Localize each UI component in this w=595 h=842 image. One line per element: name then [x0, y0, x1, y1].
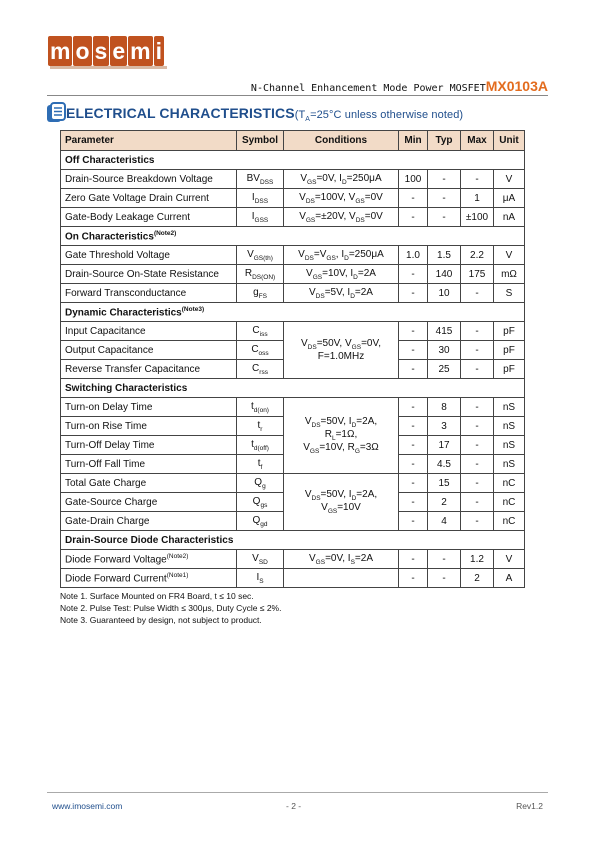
typ-cell: - [428, 189, 461, 208]
electrical-characteristics-table [60, 130, 525, 588]
symbol-cell: $R_{DS(ON)}$ [237, 265, 284, 284]
table-row [61, 284, 525, 303]
symbol-cell: $V_{SD}$ [237, 550, 284, 569]
unit-cell: nS [494, 417, 525, 436]
unit-cell: A [494, 569, 525, 588]
symbol-cell: $I_{DSS}$ [237, 189, 284, 208]
section-row [61, 531, 525, 550]
unit-cell: V [494, 550, 525, 569]
unit-cell: nS [494, 455, 525, 474]
section-row [61, 227, 525, 246]
table-row [61, 550, 525, 569]
param-cell: Diode Forward Voltage$^{(Note2)}$ [61, 550, 237, 569]
max-cell: - [461, 512, 494, 531]
unit-cell: S [494, 284, 525, 303]
table-row [61, 189, 525, 208]
table-row [61, 265, 525, 284]
symbol-cell: $I_{GSS}$ [237, 208, 284, 227]
typ-cell: 8 [428, 398, 461, 417]
param-cell: Diode Forward Current$^{(Note1)}$ [61, 569, 237, 588]
min-cell: - [399, 474, 428, 493]
typ-cell: - [428, 170, 461, 189]
part-number: MX0103A [485, 78, 548, 94]
max-cell: - [461, 341, 494, 360]
min-cell: - [399, 360, 428, 379]
col-header-min: Min [399, 131, 428, 151]
col-header-unit: Unit [494, 131, 525, 151]
unit-cell: nS [494, 398, 525, 417]
symbol-cell: $C_{oss}$ [237, 341, 284, 360]
param-cell: Forward Transconductance [61, 284, 237, 303]
revision-label: Rev1.2 [516, 801, 543, 811]
max-cell: - [461, 474, 494, 493]
max-cell: 1 [461, 189, 494, 208]
section-off: Off Characteristics [61, 151, 525, 170]
max-cell: 175 [461, 265, 494, 284]
table-row [61, 322, 525, 341]
col-header-symbol: Symbol [237, 131, 284, 151]
logo-letter: o [75, 38, 90, 64]
param-cell: Turn-Off Fall Time [61, 455, 237, 474]
min-cell: - [399, 189, 428, 208]
conditions-cell: $V_{GS}=10V$, $I_D=2A$ [284, 265, 399, 284]
param-cell: Total Gate Charge [61, 474, 237, 493]
table-row [61, 474, 525, 493]
typ-cell: 10 [428, 284, 461, 303]
section-on: On Characteristics$^{(Note2)}$ [61, 227, 525, 246]
table-row [61, 170, 525, 189]
param-cell: Gate-Source Charge [61, 493, 237, 512]
typ-cell: 15 [428, 474, 461, 493]
unit-cell: nA [494, 208, 525, 227]
typ-cell: - [428, 208, 461, 227]
max-cell: - [461, 170, 494, 189]
document-header [251, 78, 548, 94]
typ-cell: 4.5 [428, 455, 461, 474]
col-header-max: Max [461, 131, 494, 151]
min-cell: - [399, 493, 428, 512]
note-2: Note 2. Pulse Test: Pulse Width ≤ 300μs, Duty Cycle ≤ 2%. [60, 603, 282, 613]
conditions-cell: $V_{GS}=0V$, $I_S=2A$ [284, 550, 399, 569]
typ-cell: 415 [428, 322, 461, 341]
min-cell: - [399, 512, 428, 531]
symbol-cell: $t_{d(off)}$ [237, 436, 284, 455]
note-1: Note 1. Surface Mounted on FR4 Board, t ≤ 10 sec. [60, 591, 254, 601]
conditions-cell: $V_{GS}=\pm 20V$, $V_{DS}=0V$ [284, 208, 399, 227]
document-icon [45, 102, 67, 124]
min-cell: 100 [399, 170, 428, 189]
min-cell: - [399, 265, 428, 284]
max-cell: 2 [461, 569, 494, 588]
min-cell: - [399, 341, 428, 360]
device-type: N-Channel Enhancement Mode Power MOSFET [250, 83, 486, 94]
conditions-cell: $V_{GS}=0V$, $I_D=250\mu A$ [284, 170, 399, 189]
typ-cell: 30 [428, 341, 461, 360]
max-cell: - [461, 398, 494, 417]
logo-letter: s [94, 38, 108, 64]
param-cell: Gate-Body Leakage Current [61, 208, 237, 227]
symbol-cell: $t_{d(on)}$ [237, 398, 284, 417]
symbol-cell: $Q_g$ [237, 474, 284, 493]
col-header-parameter: Parameter [61, 131, 237, 151]
symbol-cell: $C_{rss}$ [237, 360, 284, 379]
max-cell: - [461, 493, 494, 512]
unit-cell: V [494, 246, 525, 265]
logo-letter: i [155, 38, 162, 64]
section-row [61, 379, 525, 398]
param-cell: Turn-on Delay Time [61, 398, 237, 417]
section-dynamic: Dynamic Characteristics$^{(Note3)}$ [61, 303, 525, 322]
section-condition: ($T_A=25^\circ C$ unless otherwise noted) [294, 109, 464, 124]
unit-cell: μA [494, 189, 525, 208]
max-cell: - [461, 436, 494, 455]
min-cell: - [399, 417, 428, 436]
table-row [61, 208, 525, 227]
param-cell: Gate-Drain Charge [61, 512, 237, 531]
page-number: - 2 - [286, 801, 302, 811]
symbol-cell: $BV_{DSS}$ [237, 170, 284, 189]
header-divider [47, 95, 548, 96]
unit-cell: V [494, 170, 525, 189]
conditions-cell: $V_{DS}=5V$, $I_D=2A$ [284, 284, 399, 303]
max-cell: - [461, 417, 494, 436]
max-cell: - [461, 322, 494, 341]
logo-letter: m [50, 38, 71, 64]
min-cell: - [399, 550, 428, 569]
min-cell: - [399, 398, 428, 417]
min-cell: - [399, 455, 428, 474]
logo-shadow [50, 66, 167, 69]
max-cell: ±100 [461, 208, 494, 227]
unit-cell: nS [494, 436, 525, 455]
typ-cell: - [428, 550, 461, 569]
param-cell: Drain-Source Breakdown Voltage [61, 170, 237, 189]
min-cell: - [399, 322, 428, 341]
logo-letter: m [130, 38, 151, 64]
max-cell: - [461, 284, 494, 303]
conditions-cell: $V_{DS}=50V$, $V_{GS}=0V$, F=1.0MHz [284, 322, 399, 379]
min-cell: - [399, 284, 428, 303]
unit-cell: pF [494, 360, 525, 379]
min-cell: - [399, 208, 428, 227]
section-title-text: ELECTRICAL CHARACTERISTICS [66, 105, 295, 121]
symbol-cell: $I_S$ [237, 569, 284, 588]
max-cell: 1.2 [461, 550, 494, 569]
conditions-cell: $V_{DS}=100V$, $V_{GS}=0V$ [284, 189, 399, 208]
unit-cell: nC [494, 512, 525, 531]
conditions-cell [284, 569, 399, 588]
section-switching: Switching Characteristics [61, 379, 525, 398]
notes-block [60, 590, 281, 626]
param-cell: Turn-on Rise Time [61, 417, 237, 436]
param-cell: Zero Gate Voltage Drain Current [61, 189, 237, 208]
conditions-cell: $V_{DS}=50V$, $I_D=2A$, $R_L=1\Omega$, $V_{GS}=10V$, $R_G=3\Omega$ [284, 398, 399, 474]
conditions-cell: $V_{DS}=V_{GS}$, $I_D=250\mu A$ [284, 246, 399, 265]
table-header-row [61, 131, 525, 151]
unit-cell: pF [494, 341, 525, 360]
typ-cell: 25 [428, 360, 461, 379]
symbol-cell: $Q_{gd}$ [237, 512, 284, 531]
table-row [61, 246, 525, 265]
unit-cell: pF [494, 322, 525, 341]
conditions-cell: $V_{DS}=50V$, $I_D=2A$, $V_{GS}=10V$ [284, 474, 399, 531]
col-header-typ: Typ [428, 131, 461, 151]
logo-letter: e [112, 38, 126, 64]
param-cell: Gate Threshold Voltage [61, 246, 237, 265]
param-cell: Output Capacitance [61, 341, 237, 360]
max-cell: - [461, 455, 494, 474]
max-cell: - [461, 360, 494, 379]
typ-cell: 17 [428, 436, 461, 455]
typ-cell: 140 [428, 265, 461, 284]
section-row [61, 151, 525, 170]
symbol-cell: $V_{GS(th)}$ [237, 246, 284, 265]
min-cell: - [399, 436, 428, 455]
symbol-cell: $C_{iss}$ [237, 322, 284, 341]
section-title [66, 105, 463, 123]
symbol-cell: $Q_{gs}$ [237, 493, 284, 512]
typ-cell: 1.5 [428, 246, 461, 265]
symbol-cell: $g_{FS}$ [237, 284, 284, 303]
section-diode: Drain-Source Diode Characteristics [61, 531, 525, 550]
unit-cell: mΩ [494, 265, 525, 284]
typ-cell: 2 [428, 493, 461, 512]
max-cell: 2.2 [461, 246, 494, 265]
footer-divider [47, 792, 548, 793]
typ-cell: - [428, 569, 461, 588]
param-cell: Input Capacitance [61, 322, 237, 341]
footer-website-link[interactable]: www.imosemi.com [52, 801, 123, 811]
unit-cell: nC [494, 474, 525, 493]
company-logo [48, 36, 165, 66]
unit-cell: nC [494, 493, 525, 512]
table-row [61, 398, 525, 417]
param-cell: Drain-Source On-State Resistance [61, 265, 237, 284]
param-cell: Reverse Transfer Capacitance [61, 360, 237, 379]
typ-cell: 4 [428, 512, 461, 531]
min-cell: 1.0 [399, 246, 428, 265]
typ-cell: 3 [428, 417, 461, 436]
min-cell: - [399, 569, 428, 588]
note-3: Note 3. Guaranteed by design, not subject to product. [60, 615, 262, 625]
col-header-conditions: Conditions [284, 131, 399, 151]
section-row [61, 303, 525, 322]
symbol-cell: $t_r$ [237, 417, 284, 436]
symbol-cell: $t_f$ [237, 455, 284, 474]
table-row [61, 569, 525, 588]
param-cell: Turn-Off Delay Time [61, 436, 237, 455]
